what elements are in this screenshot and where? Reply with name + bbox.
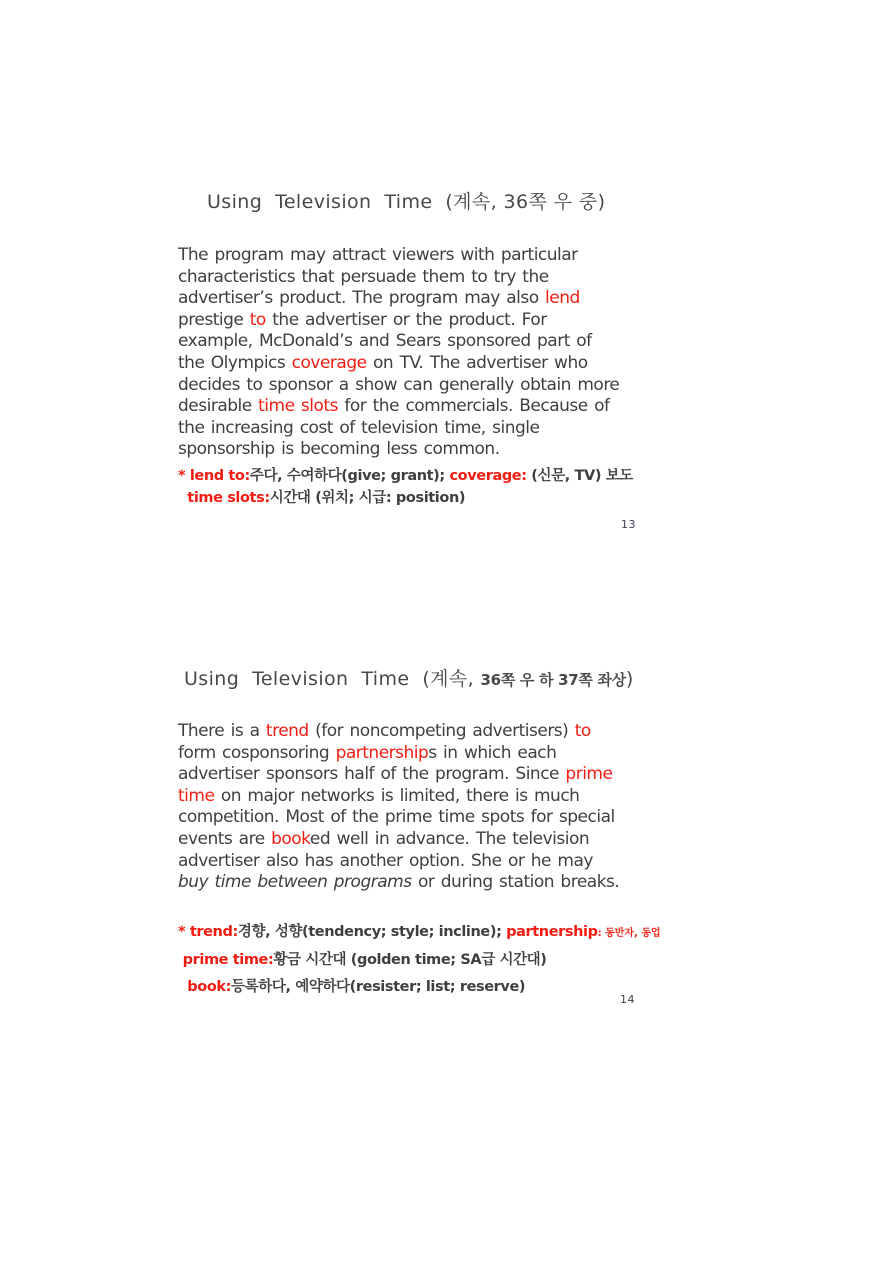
- text-segment: events are: [178, 828, 272, 849]
- text-segment: sponsorship is becoming less common.: [178, 439, 500, 460]
- highlighted-term: time slots: [258, 396, 338, 417]
- text-segment: the Olympics: [178, 352, 292, 373]
- text-segment: 36쪽 우 하 37쪽 좌상: [480, 671, 626, 689]
- text-segment: or during station breaks.: [411, 872, 620, 893]
- highlighted-term: prime: [565, 764, 613, 785]
- highlighted-term: * lend to:: [178, 468, 250, 484]
- text-segment: desirable: [178, 396, 259, 417]
- slide-1-title: [207, 187, 605, 214]
- text-line: [207, 187, 605, 214]
- text-segment: the advertiser or the product. For: [265, 309, 547, 330]
- text-segment: ed well in advance. The television: [309, 828, 590, 849]
- text-segment: for the commercials. Because of: [337, 396, 610, 417]
- text-segment: advertiser sponsors half of the program. Since: [178, 764, 566, 785]
- highlighted-term: prime time:: [182, 952, 274, 968]
- highlighted-term: coverage: [291, 352, 367, 373]
- text-segment: s in which each: [428, 742, 557, 763]
- text-line: [178, 331, 619, 353]
- highlighted-term: coverage:: [449, 468, 527, 484]
- text-segment: (for noncompeting advertisers): [308, 721, 575, 741]
- highlighted-term: partnership: [506, 924, 598, 940]
- text-segment: Using Television Time (계속,: [184, 668, 481, 690]
- text-line: [178, 786, 619, 808]
- text-segment: on TV. The advertiser who: [366, 352, 588, 373]
- text-segment: on major networks is limited, there is much: [214, 785, 580, 806]
- text-segment: example, McDonald’s and Sears sponsored part of: [178, 331, 592, 352]
- highlighted-term: time slots:: [187, 490, 270, 506]
- slide-2-paragraph: [178, 721, 619, 894]
- text-line: [178, 288, 619, 310]
- text-line: [178, 807, 619, 829]
- text-segment: 황금 시간대 (golden time; SA급 시간대): [273, 952, 547, 968]
- text-line: [178, 872, 619, 894]
- highlighted-term: trend: [265, 721, 309, 741]
- text-line: [178, 851, 619, 873]
- text-segment: (신문, TV) 보도: [526, 468, 633, 484]
- text-segment: 경향, 성향(tendency; style; incline);: [237, 924, 507, 940]
- text-line: [178, 974, 661, 1001]
- text-line: [178, 947, 661, 974]
- highlighted-term: to: [249, 309, 266, 330]
- text-segment: Using Television Time (계속, 36쪽 우 중): [207, 191, 606, 213]
- text-line: [178, 487, 633, 509]
- highlighted-term: partnership: [335, 742, 429, 763]
- slide-2-page-number: 14: [620, 993, 635, 1006]
- text-segment: There is a: [178, 721, 266, 741]
- text-segment: buy time between programs: [178, 872, 412, 893]
- slide-1-paragraph: [178, 245, 619, 461]
- text-segment: : 동반자, 동업: [597, 928, 661, 939]
- text-line: [178, 465, 633, 487]
- text-segment: decides to sponsor a show can generally obtain more: [178, 374, 620, 395]
- highlighted-term: to: [574, 721, 591, 741]
- slide-1-page-number: 13: [621, 518, 636, 531]
- text-segment: 시간대 (위치; 시급: position): [269, 490, 466, 506]
- text-line: [178, 310, 619, 332]
- slide-2-vocabulary-note: [178, 919, 661, 1001]
- text-line: [178, 245, 619, 267]
- highlighted-term: book:: [187, 979, 232, 995]
- text-segment: 등록하다, 예약하다(resister; list; reserve): [231, 979, 526, 995]
- text-line: [184, 664, 634, 691]
- slide-1-vocabulary-note: [178, 465, 633, 509]
- text-line: [178, 267, 619, 289]
- slide-2-title: [184, 664, 634, 691]
- text-segment: advertiser also has another option. She or he may: [178, 850, 593, 871]
- text-segment: prestige: [178, 309, 250, 330]
- text-line: [178, 764, 619, 786]
- text-segment: [178, 490, 187, 506]
- text-segment: the increasing cost of television time, single: [178, 417, 540, 438]
- text-line: [178, 721, 619, 743]
- highlighted-term: book: [271, 828, 310, 849]
- highlighted-term: * trend:: [178, 924, 238, 940]
- text-line: [178, 919, 661, 947]
- text-line: [178, 743, 619, 765]
- text-segment: ): [625, 668, 634, 690]
- text-segment: [178, 979, 187, 995]
- highlighted-term: time: [178, 785, 215, 806]
- text-line: [178, 418, 619, 440]
- text-segment: 주다, 수여하다(give; grant);: [249, 468, 450, 484]
- highlighted-term: lend: [545, 288, 580, 309]
- text-segment: The program may attract viewers with particular: [178, 245, 578, 265]
- text-line: [178, 396, 619, 418]
- text-segment: form cosponsoring: [178, 742, 336, 763]
- text-segment: advertiser’s product. The program may also: [178, 288, 546, 309]
- text-line: [178, 439, 619, 461]
- text-segment: characteristics that persuade them to try the: [178, 266, 549, 287]
- text-line: [178, 375, 619, 397]
- text-line: [178, 353, 619, 375]
- text-segment: competition. Most of the prime time spots for special: [178, 807, 615, 828]
- text-line: [178, 829, 619, 851]
